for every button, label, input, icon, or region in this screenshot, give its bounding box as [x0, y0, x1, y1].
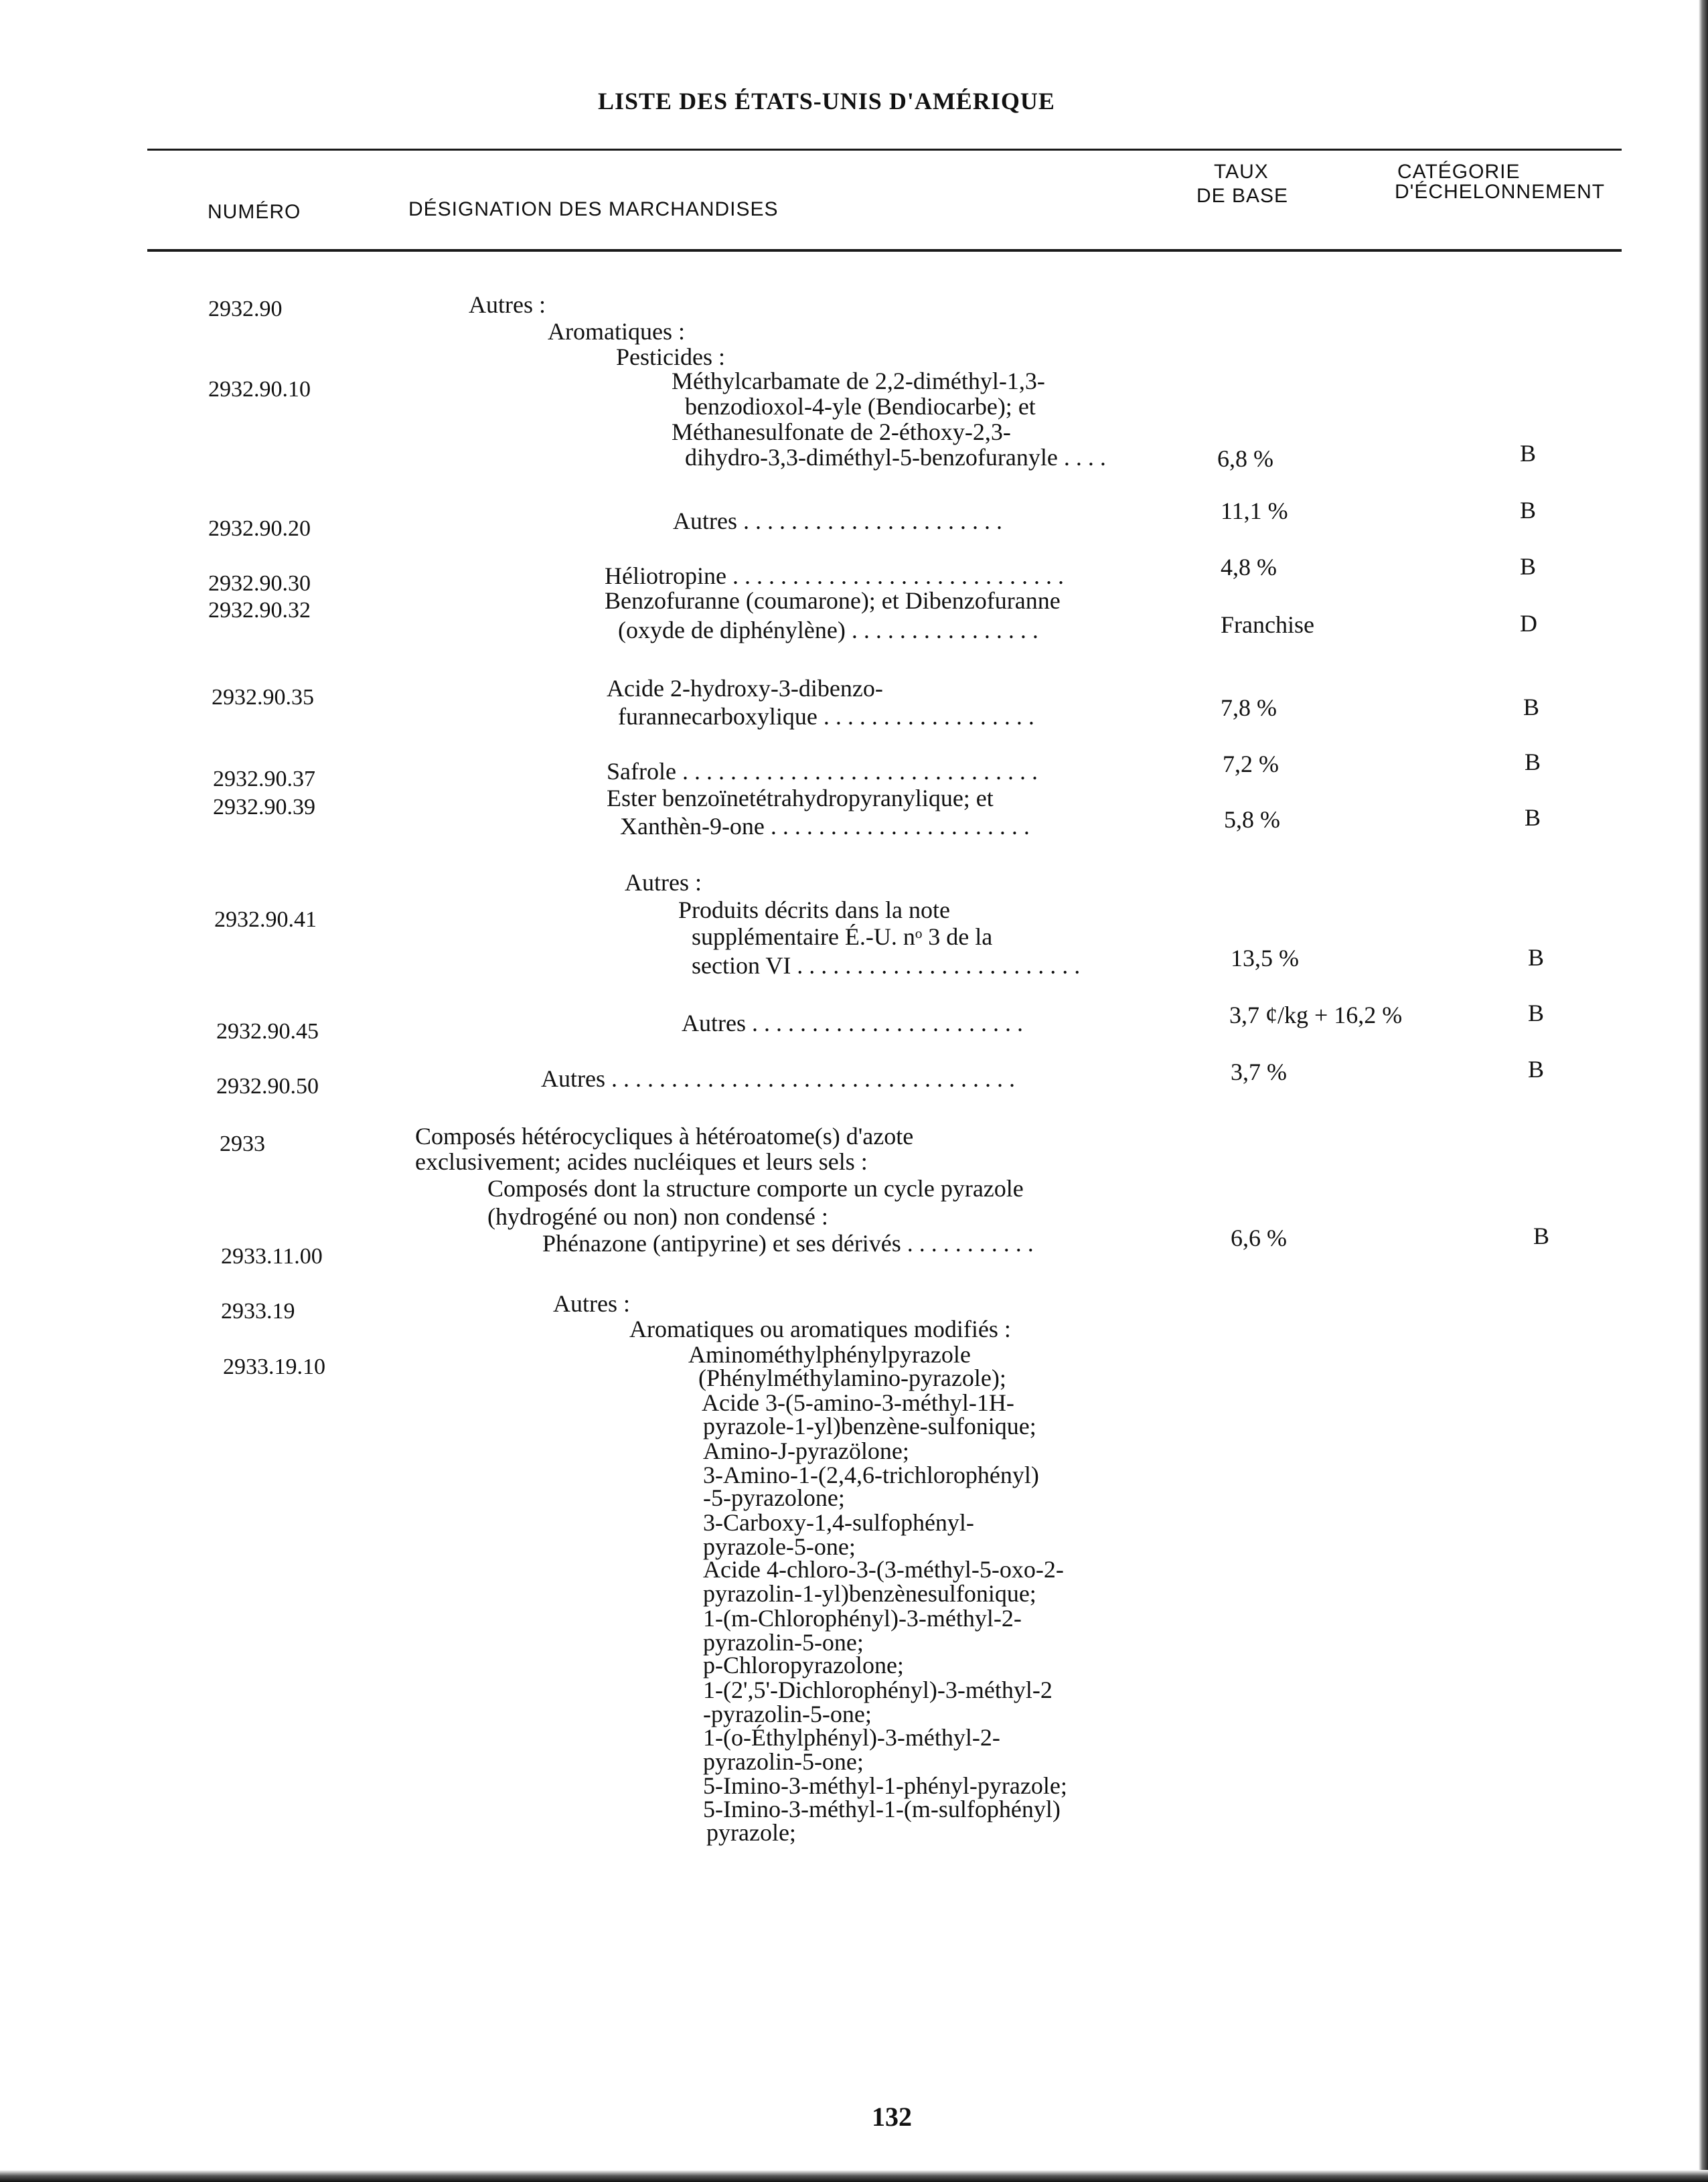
staging-category: B: [1525, 804, 1541, 831]
description-line: Phénazone (antipyrine) et ses dérivés . . . . . . . . . . .: [542, 1230, 1034, 1257]
description-line: -pyrazolin-5-one;: [703, 1701, 872, 1727]
description-line: pyrazolin-5-one;: [703, 1629, 864, 1656]
staging-category: B: [1520, 553, 1537, 580]
description-line: supplémentaire É.-U. nᵒ 3 de la: [692, 923, 993, 950]
description-line: Ester benzoïnetétrahydropyranylique; et: [607, 785, 994, 811]
description-line: 5-Imino-3-méthyl-1-(m-sulfophényl): [703, 1796, 1061, 1822]
tariff-number: 2932.90.30: [208, 571, 311, 596]
tariff-number: 2933: [220, 1132, 265, 1156]
description-line: pyrazolin-5-one;: [703, 1748, 864, 1775]
tariff-number: 2932.90.50: [216, 1074, 319, 1099]
column-header-taux-line2: DE BASE: [1196, 185, 1289, 207]
description-line: 3-Amino-1-(2,4,6-trichlorophényl): [703, 1462, 1039, 1488]
description-line: Aromatiques :: [548, 318, 685, 345]
description-line: (oxyde de diphénylène) . . . . . . . . . . . . . . . .: [618, 617, 1038, 643]
column-header-designation: DÉSIGNATION DES MARCHANDISES: [408, 198, 779, 220]
description-line: -5-pyrazolone;: [703, 1484, 845, 1511]
staging-category: B: [1523, 694, 1540, 720]
base-rate: 4,8 %: [1221, 554, 1277, 580]
base-rate: 6,6 %: [1231, 1225, 1287, 1251]
tariff-number: 2932.90.35: [212, 685, 314, 710]
base-rate: 3,7 %: [1231, 1059, 1287, 1085]
tariff-number: 2933.19.10: [223, 1354, 325, 1379]
staging-category: B: [1525, 749, 1541, 775]
column-header-categorie-line1: CATÉGORIE: [1397, 161, 1521, 183]
base-rate: 13,5 %: [1231, 945, 1299, 971]
tariff-number: 2933.19: [221, 1299, 295, 1324]
description-line: furannecarboxylique . . . . . . . . . . . . . . . . . .: [618, 703, 1034, 730]
description-line: Acide 2-hydroxy-3-dibenzo-: [607, 675, 883, 702]
tariff-number: 2932.90.20: [208, 516, 311, 541]
description-line: Amino-J-pyrazölone;: [703, 1437, 909, 1464]
description-line: Autres :: [469, 291, 546, 318]
description-line: 1-(o-Éthylphényl)-3-méthyl-2-: [703, 1724, 1000, 1751]
staging-category: B: [1528, 1056, 1545, 1083]
description-line: pyrazole-5-one;: [703, 1533, 856, 1560]
base-rate: Franchise: [1221, 611, 1314, 638]
description-line: 3-Carboxy-1,4-sulfophényl-: [703, 1509, 974, 1536]
tariff-number: 2932.90: [208, 297, 283, 321]
description-line: Autres . . . . . . . . . . . . . . . . . . . . . .: [673, 508, 1002, 534]
description-line: Acide 4-chloro-3-(3-méthyl-5-oxo-2-: [703, 1556, 1064, 1583]
description-line: section VI . . . . . . . . . . . . . . . . . . . . . . . .: [692, 952, 1081, 979]
description-line: (Phénylméthylamino-pyrazole);: [698, 1365, 1006, 1391]
description-line: Autres . . . . . . . . . . . . . . . . . . . . . . .: [682, 1010, 1023, 1036]
staging-category: B: [1520, 497, 1537, 524]
base-rate: 5,8 %: [1224, 806, 1280, 833]
description-line: Aminométhylphénylpyrazole: [688, 1341, 971, 1368]
description-line: Méthanesulfonate de 2-éthoxy-2,3-: [672, 418, 1011, 445]
column-header-taux-line1: TAUX: [1214, 161, 1269, 183]
description-line: 1-(m-Chlorophényl)-3-méthyl-2-: [703, 1605, 1022, 1632]
description-line: pyrazole;: [706, 1819, 796, 1846]
description-line: dihydro-3,3-diméthyl-5-benzofuranyle . . . .: [685, 444, 1106, 471]
tariff-number: 2932.90.45: [216, 1019, 319, 1044]
staging-category: B: [1533, 1223, 1550, 1249]
base-rate: 7,2 %: [1223, 751, 1279, 777]
base-rate: 3,7 ¢/kg + 16,2 %: [1229, 1002, 1403, 1028]
page-title: LISTE DES ÉTATS-UNIS D'AMÉRIQUE: [598, 88, 1055, 114]
tariff-number: 2932.90.10: [208, 377, 311, 402]
scan-edge-right: [1699, 0, 1708, 2182]
base-rate: 7,8 %: [1221, 694, 1277, 721]
scan-edge-bottom: [0, 2170, 1708, 2182]
column-header-categorie-line2: D'ÉCHELONNEMENT: [1395, 181, 1606, 203]
staging-category: D: [1520, 610, 1537, 637]
staging-category: B: [1528, 944, 1545, 971]
description-line: Xanthèn-9-one . . . . . . . . . . . . . . . . . . . . . .: [620, 813, 1030, 840]
tariff-number: 2933.11.00: [221, 1244, 323, 1269]
description-line: 5-Imino-3-méthyl-1-phényl-pyrazole;: [703, 1772, 1067, 1799]
description-line: Autres :: [553, 1290, 630, 1317]
staging-category: B: [1520, 440, 1537, 467]
description-line: Pesticides :: [616, 343, 725, 370]
description-line: Autres :: [625, 869, 702, 896]
description-line: 1-(2',5'-Dichlorophényl)-3-méthyl-2: [703, 1677, 1053, 1703]
column-header-numero: NUMÉRO: [208, 201, 301, 223]
header-bottom-rule: [147, 249, 1622, 252]
description-line: Héliotropine . . . . . . . . . . . . . . . . . . . . . . . . . . . .: [605, 562, 1064, 589]
tariff-number: 2932.90.32: [208, 598, 311, 623]
base-rate: 6,8 %: [1217, 445, 1273, 472]
base-rate: 11,1 %: [1221, 497, 1288, 524]
description-line: Benzofuranne (coumarone); et Dibenzofuranne: [605, 587, 1061, 614]
description-line: Composés dont la structure comporte un cycle pyrazole: [487, 1175, 1024, 1202]
tariff-number: 2932.90.41: [214, 907, 317, 932]
description-line: p-Chloropyrazolone;: [703, 1652, 904, 1679]
tariff-number: 2932.90.39: [213, 795, 315, 820]
page-number: 132: [872, 2102, 912, 2132]
tariff-number: 2932.90.37: [213, 767, 315, 791]
description-line: (hydrogéné ou non) non condensé :: [487, 1203, 828, 1230]
description-line: Produits décrits dans la note: [678, 897, 950, 923]
description-line: Safrole . . . . . . . . . . . . . . . . . . . . . . . . . . . . . .: [607, 758, 1038, 785]
description-line: Composés hétérocycliques à hétéroatome(s) d'azote: [415, 1123, 914, 1150]
description-line: pyrazole-1-yl)benzène-sulfonique;: [703, 1413, 1036, 1439]
description-line: benzodioxol-4-yle (Bendiocarbe); et: [685, 393, 1036, 420]
description-line: Aromatiques ou aromatiques modifiés :: [629, 1316, 1011, 1342]
description-line: Autres . . . . . . . . . . . . . . . . . . . . . . . . . . . . . . . . . .: [541, 1065, 1015, 1092]
description-line: pyrazolin-1-yl)benzènesulfonique;: [703, 1580, 1036, 1607]
description-line: exclusivement; acides nucléiques et leurs sels :: [415, 1148, 868, 1175]
description-line: Méthylcarbamate de 2,2-diméthyl-1,3-: [672, 368, 1045, 394]
header-top-rule: [147, 149, 1622, 151]
description-line: Acide 3-(5-amino-3-méthyl-1H-: [702, 1389, 1014, 1416]
staging-category: B: [1528, 1000, 1545, 1026]
